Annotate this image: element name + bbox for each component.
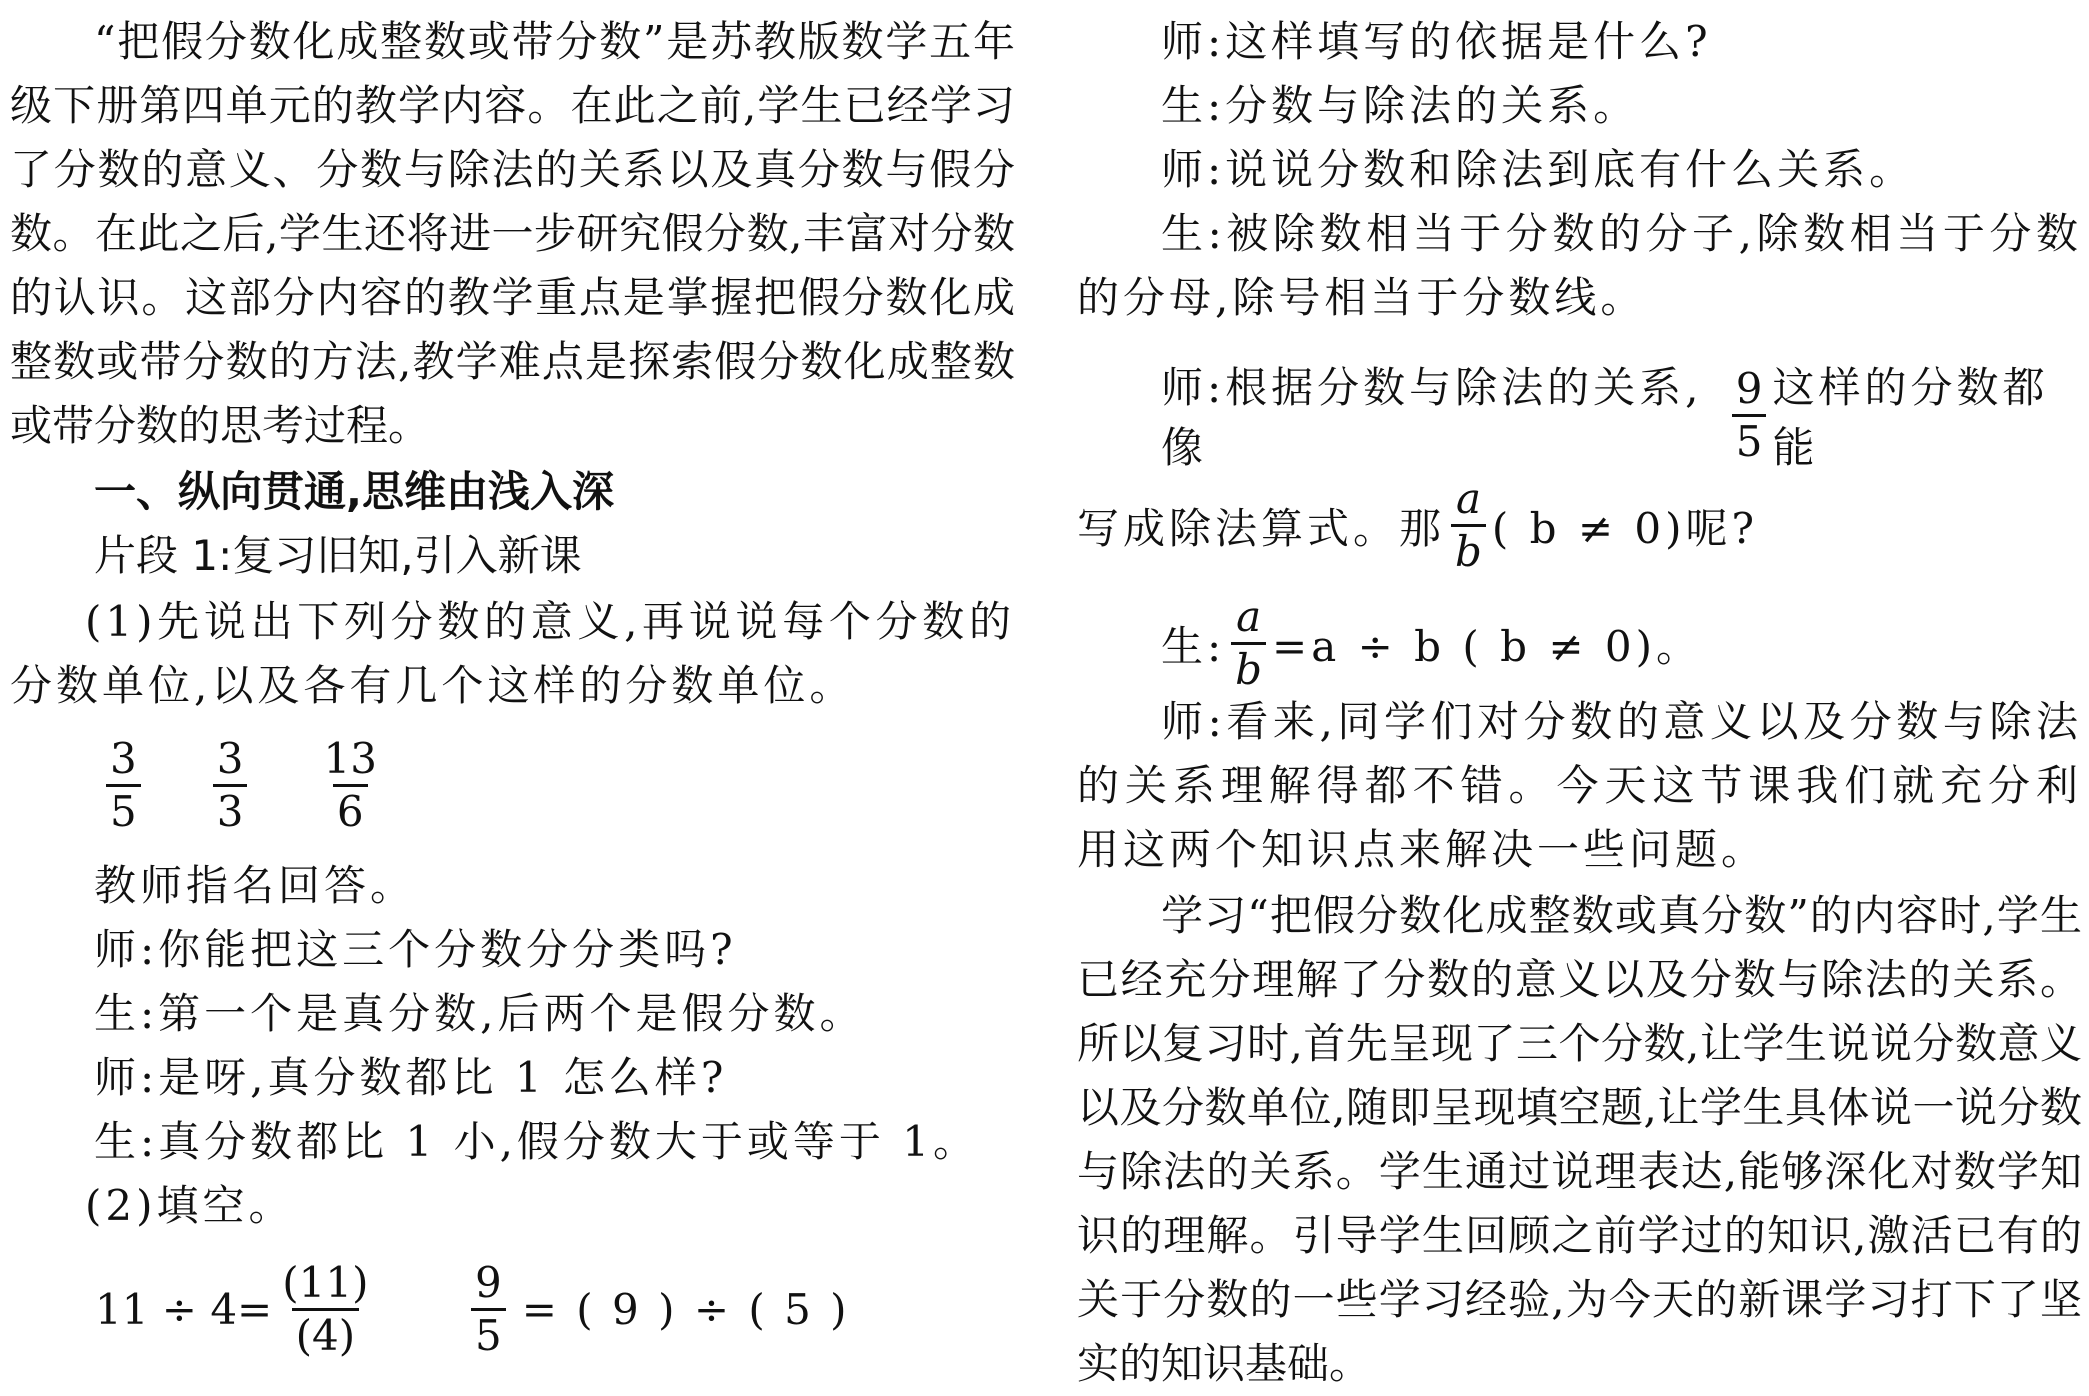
fraction-9-5: $\frac{9}{5}$ [1732,368,1767,463]
dialogue-line: 生:真分数都比 1 小,假分数大于或等于 1。 [94,1117,979,1166]
dialogue-line: 师:看来,同学们对分数的意义以及分数与除法的关系理解得都不错。今天这节课我们就充分利用这两个知识点来解决一些问题。 [1077,697,2082,874]
dialogue-line: 师:这样填写的依据是什么? [1161,17,1712,66]
intro-paragraph: “把假分数化成整数或带分数”是苏教版数学五年级下册第四单元的教学内容。在此之前,学生已经学习了分数的意义、分数与除法的关系以及真分数与假分数。在此之后,学生还将进一步研究假分数,丰富对分数的认识。这部分内容的教学重点是掌握把假分数化成整数或带分数的方法,教学难点是探索假分数化成整数或带分数的思考过程。 [10,17,1015,450]
fraction-a-b: $\frac{a}{b}$ [1451,478,1486,573]
segment-title: 片段 1:复习旧知,引入新课 [94,531,582,580]
dialogue-line-a-div-b: 生: $\frac{a}{b}$ =a ÷ b ( b ≠ 0)。 [1161,592,1703,694]
equation-9-5: $\frac{9}{5}$ = ( 9 ) ÷ ( 5 ) [465,1262,850,1357]
section-title: 一、纵向贯通,思维由浅入深 [94,467,614,516]
fraction-9-5: $\frac{9}{5}$ [471,1262,506,1357]
fraction-a-b: $\frac{a}{b}$ [1231,596,1266,691]
dialogue-line: 生:分数与除法的关系。 [1161,81,1640,130]
left-dialogue [10,854,1015,1238]
dialogue-line-fraction-a-b: 写成除法算式。那 $\frac{a}{b}$ ( b ≠ 0)呢? [1077,474,1759,576]
dialogue-line: 生:第一个是真分数,后两个是假分数。 [94,989,866,1038]
summary-paragraph: 学习“把假分数化成整数或真分数”的内容时,学生已经充分理解了分数的意义以及分数与除法的关系。所以复习时,首先呈现了三个分数,让学生说说分数意义以及分数单位,随即呈现填空题,让学生具体说一说分数与除法的关系。学生通过说理表达,能够深化对数学知识的理解。引导学生回顾之前学过的知识,激活已有的关于分数的一些学习经验,为今天的新课学习打下了坚实的知识基础。 [1077,891,2082,1388]
dialogue-line: 师:说说分数和除法到底有什么关系。 [1161,145,1916,194]
equation-11-div-4: 11 ÷ 4= $\frac{(11)}{(4)}$ [95,1262,378,1357]
dialogue-line: 生:被除数相当于分数的分子,除数相当于分数的分母,除号相当于分数线。 [1077,209,2082,322]
dialogue-line: 师:你能把这三个分数分分类吗? [94,925,737,974]
fraction-11-4: $\frac{(11)}{(4)}$ [282,1258,369,1360]
dialogue-line: 教师指名回答。 [94,861,417,910]
task2-text: (2)填空。 [85,1181,295,1230]
fraction-row [100,734,387,836]
dialogue-line: 师:是呀,真分数都比 1 怎么样? [94,1053,728,1102]
fraction-13-6: $\frac{13}{6}$ [323,734,377,836]
task1-text: (1)先说出下列分数的意义,再说说每个分数的分数单位,以及各有几个这样的分数单位。 [10,597,1015,710]
fraction-3-3: $\frac{3}{3}$ [213,738,248,833]
dialogue-line-fraction-9-5: 师:根据分数与除法的关系,像 $\frac{9}{5}$ 这样的分数都能 [1161,363,2049,472]
fraction-3-5: $\frac{3}{5}$ [106,738,141,833]
